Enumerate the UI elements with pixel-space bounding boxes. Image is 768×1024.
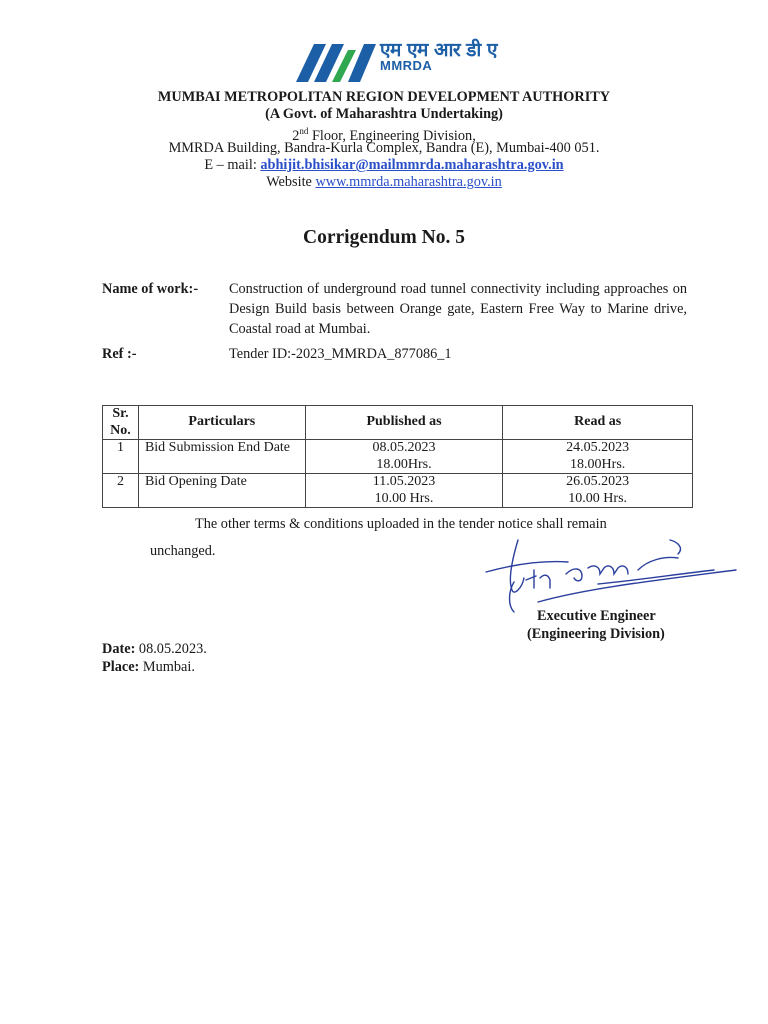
- org-subtitle: (A Govt. of Maharashtra Undertaking): [265, 106, 503, 122]
- email-link[interactable]: abhijit.bhisikar@mailmmrda.maharashtra.gov.in: [260, 157, 564, 173]
- read-time: 10.00 Hrs.: [568, 490, 628, 506]
- header-sr-no: Sr. No.: [103, 406, 139, 440]
- header-published-as: Published as: [305, 406, 503, 440]
- page-title: Corrigendum No. 5: [303, 227, 465, 248]
- ref-tender-id: Tender ID:-2023_MMRDA_877086_1: [229, 346, 452, 362]
- published-time: 18.00Hrs.: [376, 456, 432, 472]
- row-sr: 2: [103, 474, 139, 508]
- note-line-2: unchanged.: [150, 543, 216, 559]
- logo-hindi-text: एम एम आर डी ए: [380, 39, 497, 61]
- org-name: MUMBAI METROPOLITAN REGION DEVELOPMENT AUTHORITY: [157, 89, 611, 105]
- work-description: Construction of underground road tunnel connectivity including approaches on Design Build basis between Orange gate, Eastern Free Way to Marine drive, Coastal road at Mumbai.: [229, 281, 687, 337]
- published-date: 08.05.2023: [372, 440, 436, 455]
- floor-suffix: nd: [299, 126, 309, 136]
- read-date: 26.05.2023: [566, 474, 630, 489]
- header-particulars: Particulars: [138, 406, 305, 440]
- row-particulars: Bid Submission End Date: [138, 440, 305, 474]
- read-time: 18.00Hrs.: [570, 456, 626, 472]
- date-line: [102, 639, 207, 659]
- row-read: [503, 440, 693, 474]
- published-time: 10.00 Hrs.: [374, 490, 434, 506]
- mmrda-logo: [296, 36, 496, 86]
- table-row: [103, 440, 693, 474]
- row-published: [305, 440, 503, 474]
- row-particulars: Bid Opening Date: [138, 474, 305, 508]
- website-link[interactable]: www.mmrda.maharashtra.gov.in: [315, 174, 502, 190]
- website-line: [0, 174, 768, 191]
- email-label: E – mail:: [204, 157, 261, 173]
- row-sr: 1: [103, 440, 139, 474]
- note-line-1: The other terms & conditions uploaded in the tender notice shall remain: [195, 516, 607, 532]
- logo-english-text: MMRDA: [380, 58, 433, 73]
- email-line: [0, 157, 768, 174]
- header-read-as: Read as: [503, 406, 693, 440]
- place-line: [102, 657, 195, 677]
- row-read: [503, 474, 693, 508]
- row-published: [305, 474, 503, 508]
- place-label: Place:: [102, 659, 140, 675]
- address-line: MMRDA Building, Bandra-Kurla Complex, Bandra (E), Mumbai-400 051.: [168, 140, 600, 156]
- table-row: [103, 474, 693, 508]
- mmrda-logo-icon: [296, 36, 378, 82]
- date-label: Date:: [102, 641, 136, 657]
- work-label: Name of work:-: [102, 281, 199, 297]
- floor-text: Floor, Engineering Division,: [308, 127, 476, 144]
- signatory-title: Executive Engineer: [537, 608, 656, 624]
- place-value: Mumbai.: [139, 659, 195, 675]
- date-value: 08.05.2023.: [135, 641, 207, 657]
- signature-icon: [478, 530, 740, 620]
- signatory-division: (Engineering Division): [527, 626, 665, 642]
- website-label: Website: [266, 174, 316, 190]
- read-date: 24.05.2023: [566, 440, 630, 455]
- ref-label: Ref :-: [102, 346, 137, 362]
- published-date: 11.05.2023: [372, 474, 436, 489]
- corrigendum-table: [102, 405, 693, 508]
- table-header-row: [103, 406, 693, 440]
- floor-number: 2: [292, 127, 300, 144]
